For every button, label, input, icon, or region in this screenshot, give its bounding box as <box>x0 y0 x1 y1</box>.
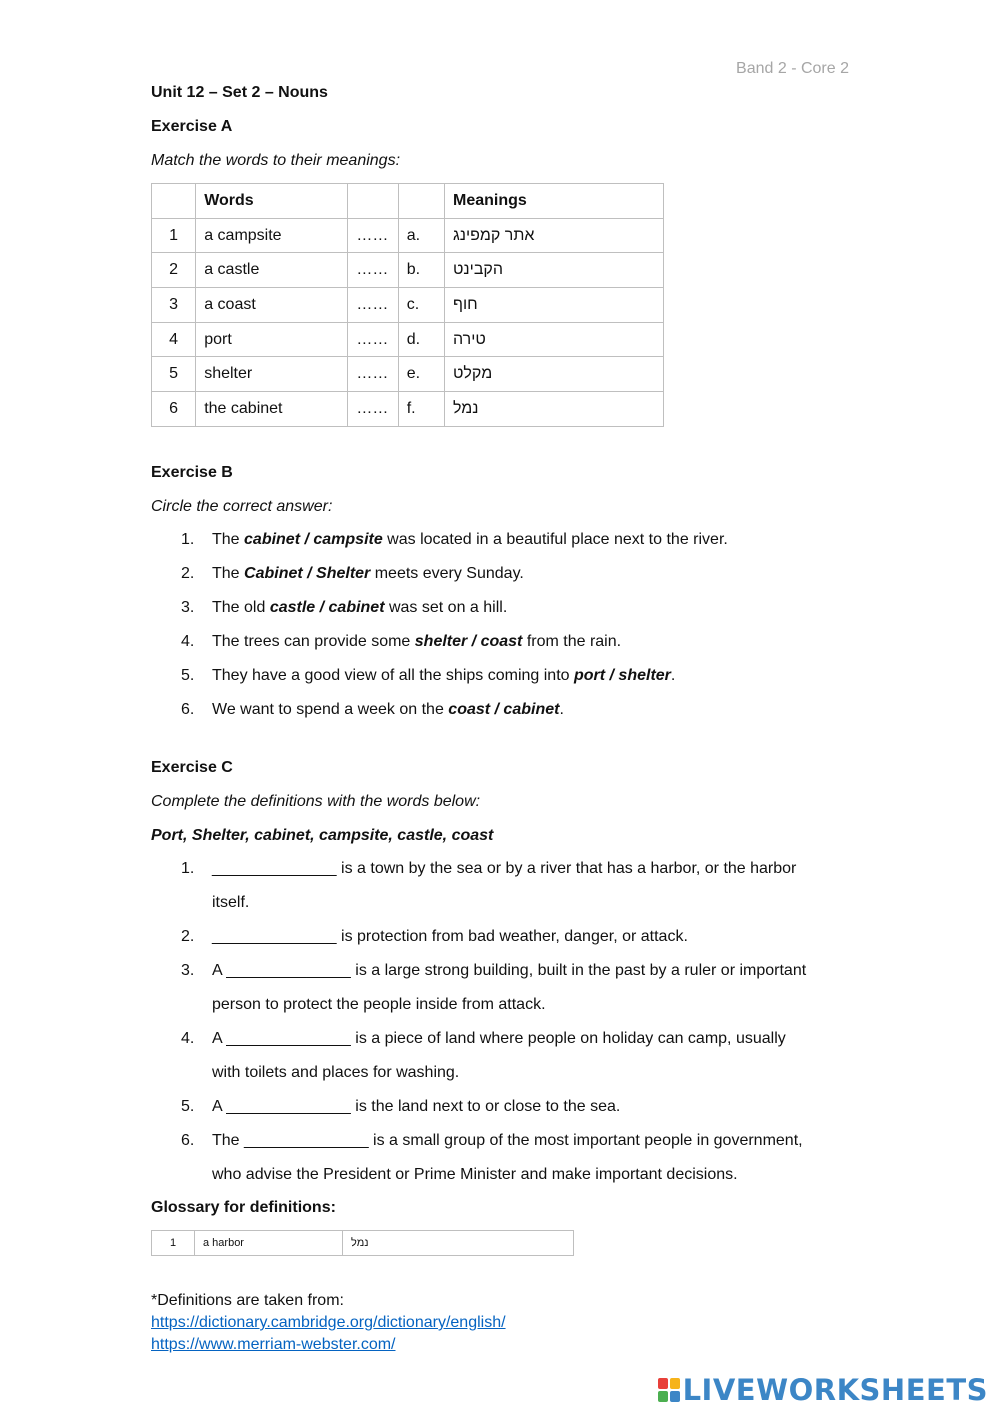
row-meaning <box>444 288 663 323</box>
word-bank: Port, Shelter, cabinet, campsite, castle, coast <box>151 827 494 844</box>
meaning-text: הקבינט <box>452 261 503 279</box>
item-text-post: was located in a beautiful place next to the river. <box>382 531 728 548</box>
list-item <box>151 625 728 659</box>
meaning-text: מקלט <box>452 365 493 383</box>
table-row <box>152 253 664 288</box>
row-number: 3 <box>152 288 196 323</box>
row-letter: e. <box>398 357 444 392</box>
glossary-number: 1 <box>152 1231 195 1256</box>
definition-line[interactable]: A ______________ is the land next to or close to the sea. <box>212 1098 621 1115</box>
answer-choice[interactable]: Cabinet / Shelter <box>244 565 371 582</box>
row-word: a coast <box>196 288 348 323</box>
table-row <box>152 1231 574 1256</box>
item-text-pre: The trees can provide some <box>212 633 415 650</box>
answer-choice[interactable]: port / shelter <box>573 667 671 684</box>
list-item <box>151 693 728 727</box>
sources <box>151 1290 506 1356</box>
table-row <box>152 218 664 253</box>
row-letter: c. <box>398 288 444 323</box>
row-word: port <box>196 322 348 357</box>
row-number: 5 <box>152 357 196 392</box>
glossary-term: a harbor <box>195 1231 343 1256</box>
list-item <box>151 920 806 954</box>
list-item <box>151 1124 806 1192</box>
definition-line: itself. <box>212 894 250 911</box>
row-number: 2 <box>152 253 196 288</box>
logo-square <box>670 1391 680 1402</box>
answer-blank[interactable]: …… <box>348 357 398 392</box>
row-letter: b. <box>398 253 444 288</box>
glossary-table <box>151 1230 574 1256</box>
header-cell-num <box>152 184 196 219</box>
answer-choice[interactable]: shelter / coast <box>414 633 523 650</box>
definition-line[interactable]: A ______________ is a piece of land where people on holiday can camp, usually <box>212 1030 786 1047</box>
row-meaning <box>444 253 663 288</box>
header-cell-words: Words <box>196 184 348 219</box>
item-text-post: . <box>559 701 564 718</box>
item-number: 4. <box>181 633 195 650</box>
table-row <box>152 322 664 357</box>
list-item <box>151 954 806 1022</box>
header-cell-letter <box>398 184 444 219</box>
item-number: 6. <box>181 701 195 718</box>
liveworksheets-logo <box>658 1373 988 1407</box>
row-word: the cabinet <box>196 392 348 427</box>
exercise-a-instruction: Match the words to their meanings: <box>151 152 401 169</box>
definition-line[interactable]: ______________ is a town by the sea or by a river that has a harbor, or the harbor <box>212 860 797 877</box>
meaning-text: טירה <box>452 330 486 348</box>
item-number: 3. <box>181 962 195 979</box>
answer-choice[interactable]: cabinet / campsite <box>244 531 383 548</box>
cambridge-link[interactable]: https://dictionary.cambridge.org/dictionary/english/ <box>151 1314 506 1331</box>
item-number: 5. <box>181 667 195 684</box>
item-number: 5. <box>181 1098 195 1115</box>
table-row <box>152 392 664 427</box>
merriam-webster-link[interactable]: https://www.merriam-webster.com/ <box>151 1336 396 1353</box>
row-meaning <box>444 218 663 253</box>
row-letter: d. <box>398 322 444 357</box>
table-row <box>152 357 664 392</box>
item-number: 2. <box>181 928 195 945</box>
list-item <box>151 1022 806 1090</box>
row-word: a castle <box>196 253 348 288</box>
item-text-post: was set on a hill. <box>384 599 508 616</box>
item-number: 4. <box>181 1030 195 1047</box>
item-number: 1. <box>181 860 195 877</box>
answer-choice[interactable]: coast / cabinet <box>448 701 560 718</box>
logo-square <box>670 1378 680 1389</box>
answer-blank[interactable]: …… <box>348 218 398 253</box>
item-number: 6. <box>181 1132 195 1149</box>
exercise-b-list <box>151 523 728 727</box>
definition-line[interactable]: ______________ is protection from bad weather, danger, or attack. <box>212 928 688 945</box>
row-meaning <box>444 322 663 357</box>
item-text-pre: The <box>212 531 245 548</box>
item-text-post: meets every Sunday. <box>370 565 524 582</box>
definition-line[interactable]: A ______________ is a large strong building, built in the past by a ruler or important <box>212 962 807 979</box>
header-cell-blank <box>348 184 398 219</box>
exercise-b-heading: Exercise B <box>151 464 233 481</box>
list-item <box>151 523 728 557</box>
table-header-row <box>152 184 664 219</box>
item-text-pre: The old <box>212 599 270 616</box>
page-title: Unit 12 – Set 2 – Nouns <box>151 84 328 101</box>
list-item <box>151 1090 806 1124</box>
item-number: 1. <box>181 531 195 548</box>
definition-line[interactable]: The ______________ is a small group of the most important people in government, <box>212 1132 803 1149</box>
definition-line: with toilets and places for washing. <box>212 1064 460 1081</box>
meaning-text: אתר קמפינג <box>452 226 535 244</box>
item-number: 3. <box>181 599 195 616</box>
row-meaning <box>444 392 663 427</box>
meaning-text: נמל <box>452 399 479 417</box>
meaning-text: חוף <box>452 295 478 313</box>
list-item <box>151 659 728 693</box>
glossary-translation: נמל <box>343 1231 574 1256</box>
sources-label: *Definitions are taken from: <box>151 1292 344 1309</box>
exercise-c-list <box>151 852 806 1192</box>
row-number: 4 <box>152 322 196 357</box>
logo-square <box>658 1378 668 1389</box>
item-text-pre: We want to spend a week on the <box>212 701 449 718</box>
logo-square <box>658 1391 668 1402</box>
answer-choice[interactable]: castle / cabinet <box>269 599 385 616</box>
definition-line: person to protect the people inside from attack. <box>212 996 546 1013</box>
answer-blank[interactable]: …… <box>348 322 398 357</box>
exercise-b-instruction: Circle the correct answer: <box>151 498 333 515</box>
row-word: a campsite <box>196 218 348 253</box>
answer-blank[interactable]: …… <box>348 253 398 288</box>
exercise-c-heading: Exercise C <box>151 759 233 776</box>
item-text-post: . <box>670 667 676 684</box>
item-text-pre: The <box>212 565 245 582</box>
row-letter: a. <box>398 218 444 253</box>
matching-table <box>151 183 664 427</box>
row-number: 1 <box>152 218 196 253</box>
header-cell-meanings: Meanings <box>444 184 663 219</box>
exercise-a-heading: Exercise A <box>151 118 233 135</box>
item-text-post: from the rain. <box>522 633 622 650</box>
list-item <box>151 852 806 920</box>
list-item <box>151 591 728 625</box>
glossary-heading: Glossary for definitions: <box>151 1199 336 1216</box>
definition-line: who advise the President or Prime Minister and make important decisions. <box>212 1166 738 1183</box>
answer-blank[interactable]: …… <box>348 288 398 323</box>
table-row <box>152 288 664 323</box>
row-letter: f. <box>398 392 444 427</box>
band-label: Band 2 - Core 2 <box>736 60 849 77</box>
row-meaning <box>444 357 663 392</box>
liveworksheets-icon <box>658 1378 680 1402</box>
item-text-pre: They have a good view of all the ships coming into <box>212 667 574 684</box>
logo-text: LIVEWORKSHEETS <box>682 1373 988 1407</box>
item-number: 2. <box>181 565 195 582</box>
list-item <box>151 557 728 591</box>
row-number: 6 <box>152 392 196 427</box>
row-word: shelter <box>196 357 348 392</box>
answer-blank[interactable]: …… <box>348 392 398 427</box>
exercise-c-instruction: Complete the definitions with the words below: <box>151 793 481 810</box>
